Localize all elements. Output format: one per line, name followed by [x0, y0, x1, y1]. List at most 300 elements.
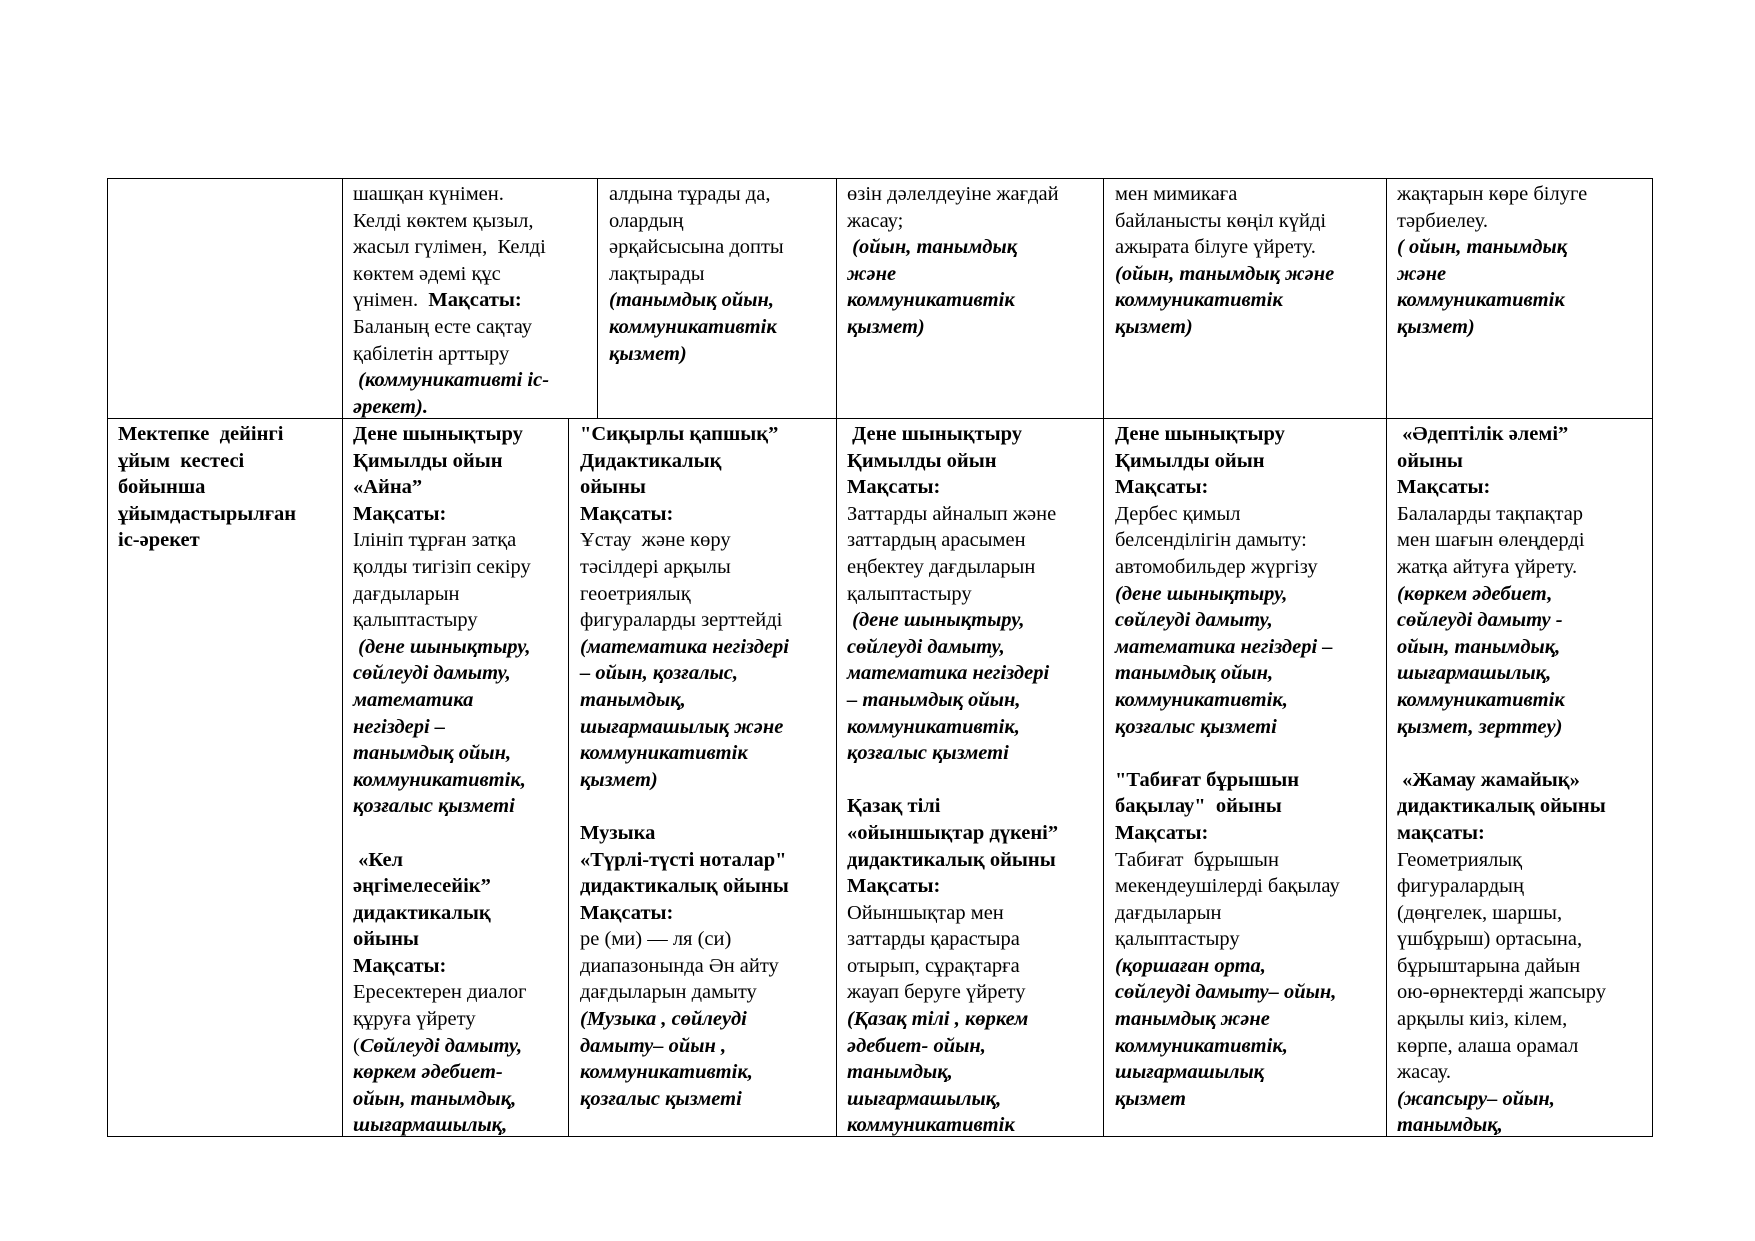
cell-text-line: [353, 926, 565, 953]
cell-text-segment: ұйым кестесі: [118, 449, 245, 472]
cell-text-segment: мен шағын өлеңдерді: [1397, 529, 1585, 552]
cell-text-line: [1115, 687, 1383, 714]
cell-text-line: [1397, 474, 1649, 501]
cell-text-line: [1397, 687, 1649, 714]
cell-text-segment: «Түрлі-түсті ноталар": [580, 848, 787, 871]
cell-text-segment: және: [1397, 262, 1447, 285]
cell-text-segment: көркем әдебиет-: [353, 1061, 503, 1084]
cell-text-segment: қалыптастыру: [847, 582, 972, 605]
cell-text-segment: «Әдептілік әлемі”: [1397, 423, 1569, 445]
cell-text-segment: (қоршаған орта,: [1115, 954, 1266, 977]
cell-text-line: [847, 607, 1101, 634]
cell-text-line: [847, 873, 1101, 900]
cell-text-segment: танымдық ойын,: [353, 742, 512, 765]
cell-text-segment: ойыны: [1397, 449, 1463, 472]
cell-text-line: [353, 900, 565, 927]
cell-text-segment: сөйлеуді дамыту,: [847, 635, 1005, 658]
table-cell-r1-c5: [1115, 181, 1383, 341]
cell-text-segment: белсенділігін дамыту:: [1115, 529, 1307, 552]
cell-text-segment: Баланың есте сақтау: [353, 315, 533, 338]
cell-text-segment: негіздері –: [353, 715, 446, 738]
cell-text-line: [1397, 634, 1649, 661]
cell-text-segment: Мақсаты:: [353, 954, 447, 977]
cell-text-line: [353, 261, 593, 288]
column-divider: [568, 418, 569, 1137]
cell-text-segment: және: [847, 262, 897, 285]
cell-text-line: [1397, 767, 1649, 794]
cell-text-line: [580, 607, 834, 634]
cell-text-line: [1397, 660, 1649, 687]
cell-text-line: [847, 740, 1101, 767]
cell-text-line: [847, 979, 1101, 1006]
cell-text-line: [1397, 1006, 1649, 1033]
cell-text-segment: шығармашылық: [1115, 1061, 1265, 1084]
cell-text-line: [1115, 873, 1383, 900]
cell-text-segment: коммуникативтік: [847, 1114, 1015, 1137]
cell-text-segment: дағдыларын дамыту: [580, 981, 757, 1004]
cell-text-segment: (: [353, 1034, 360, 1057]
cell-text-line: [1397, 793, 1649, 820]
cell-text-line: [1397, 554, 1649, 581]
cell-text-segment: ажырата білуге үйрету.: [1115, 236, 1316, 259]
cell-text-segment: қызмет: [1115, 1087, 1186, 1110]
cell-text-line: [1115, 1086, 1383, 1113]
cell-text-line: [353, 660, 565, 687]
cell-text-line: [847, 1086, 1101, 1113]
cell-text-segment: мен мимикаға: [1115, 183, 1238, 205]
cell-text-line: [1115, 793, 1383, 820]
cell-text-segment: қызмет): [1397, 315, 1475, 338]
cell-text-line: [580, 448, 834, 475]
cell-text-line: [1115, 607, 1383, 634]
cell-text-line: [847, 181, 1101, 208]
cell-text-line: [847, 527, 1101, 554]
cell-text-line: [1397, 581, 1649, 608]
cell-text-segment: жасыл гүлімен, Келді: [353, 236, 546, 259]
cell-text-segment: (жапсыру– ойын,: [1397, 1087, 1555, 1110]
cell-text-segment: Балаларды тақпақтар: [1397, 502, 1584, 525]
cell-text-line: [118, 448, 340, 475]
cell-text-segment: қабілетін арттыру: [353, 342, 510, 365]
cell-text-line: [580, 554, 834, 581]
cell-text-line: [609, 181, 834, 208]
cell-text-segment: шығармашылық және: [580, 715, 784, 738]
cell-text-segment: – танымдық ойын,: [847, 688, 1021, 711]
column-divider: [597, 178, 598, 419]
cell-text-segment: дамыту– ойын ,: [580, 1034, 727, 1057]
cell-text-line: [1397, 953, 1649, 980]
cell-text-segment: "Сиқырлы қапшық”: [580, 423, 779, 445]
cell-text-line: [353, 767, 565, 794]
table-cell-r2-c5: [1115, 421, 1383, 1112]
table-cell-r1-c2: [353, 181, 593, 420]
cell-text-line: [1397, 181, 1649, 208]
cell-text-segment: қозғалыс қызметі: [847, 742, 1009, 765]
cell-text-segment: (танымдық ойын,: [609, 289, 774, 312]
table-cell-r1-c4: [847, 181, 1101, 341]
cell-text-line: [1397, 1112, 1649, 1139]
cell-text-segment: ( ойын, танымдық: [1397, 236, 1568, 259]
cell-text-segment: «Айна”: [353, 476, 423, 499]
cell-text-segment: коммуникативтік: [1397, 688, 1565, 711]
cell-text-segment: жақтарын көре білуге: [1397, 183, 1588, 205]
cell-text-line: [847, 926, 1101, 953]
cell-text-segment: «Жамау жамайық»: [1397, 768, 1580, 791]
cell-text-line: [580, 873, 834, 900]
cell-text-segment: сөйлеуді дамыту,: [353, 662, 511, 685]
cell-text-segment: коммуникативтік,: [1115, 1034, 1288, 1057]
cell-text-line: [353, 607, 565, 634]
cell-text-segment: шығармашылық,: [1397, 662, 1552, 685]
cell-text-segment: шығармашылық,: [353, 1114, 508, 1137]
cell-text-line: [1115, 261, 1383, 288]
cell-text-line: [1115, 847, 1383, 874]
cell-text-line: [1115, 181, 1383, 208]
cell-text-segment: "Табиғат бұрышын: [1115, 768, 1300, 791]
cell-text-segment: танымдық,: [1397, 1114, 1503, 1137]
cell-text-segment: дағдыларын: [353, 582, 460, 605]
cell-text-line: [1115, 767, 1383, 794]
cell-text-segment: Дене шынықтыру: [1115, 423, 1285, 445]
table-cell-r2-c4: [847, 421, 1101, 1139]
cell-text-segment: Заттарды айналып және: [847, 502, 1057, 525]
cell-text-segment: (дене шынықтыру,: [847, 609, 1025, 632]
cell-text-segment: (ойын, танымдық және: [1115, 262, 1335, 285]
cell-text-line: [580, 847, 834, 874]
cell-text-line: [580, 740, 834, 767]
cell-text-segment: жасау;: [847, 209, 904, 232]
table-cell-r2-c6: [1397, 421, 1649, 1139]
cell-text-segment: Дербес қимыл: [1115, 502, 1241, 525]
cell-text-segment: қызмет): [1115, 315, 1193, 338]
cell-text-segment: математика негіздері: [847, 662, 1050, 685]
cell-text-segment: Сөйлеуді дамыту,: [359, 1034, 523, 1057]
cell-text-segment: тәсілдері арқылы: [580, 555, 731, 578]
cell-text-line: [353, 287, 593, 314]
cell-text-segment: үшбұрыш) ортасына,: [1397, 928, 1583, 951]
cell-text-segment: (математика негіздері: [580, 635, 789, 658]
cell-text-segment: Мақсаты:: [1115, 821, 1209, 844]
cell-text-line: [1115, 714, 1383, 741]
cell-text-segment: отырып, сұрақтарға: [847, 954, 1020, 977]
cell-text-segment: коммуникативтік,: [1115, 688, 1288, 711]
cell-text-line: [353, 367, 593, 394]
cell-text-line: [1397, 820, 1649, 847]
cell-text-line: [609, 261, 834, 288]
cell-text-line: [847, 287, 1101, 314]
cell-text-segment: Мақсаты:: [1397, 476, 1491, 499]
cell-text-line: [353, 234, 593, 261]
cell-text-segment: (коммуникативті іс-: [353, 369, 550, 392]
cell-text-line: [1397, 261, 1649, 288]
cell-text-segment: Мақсаты:: [1115, 476, 1209, 499]
cell-text-line: [353, 448, 565, 475]
cell-text-line: [353, 873, 565, 900]
cell-text-line: [580, 660, 834, 687]
cell-text-segment: сөйлеуді дамыту– ойын,: [1115, 981, 1337, 1004]
cell-text-segment: ұйымдастырылған: [118, 502, 297, 525]
cell-text-line: [580, 1006, 834, 1033]
cell-text-segment: Мақсаты:: [580, 502, 674, 525]
cell-text-line: [847, 581, 1101, 608]
cell-text-segment: Мақсаты:: [847, 875, 941, 898]
cell-text-segment: олардың: [609, 209, 684, 232]
cell-text-line: [1115, 314, 1383, 341]
cell-text-segment: дидактикалық ойыны: [580, 875, 789, 898]
cell-text-segment: Мақсаты:: [847, 476, 941, 499]
cell-text-segment: коммуникативтік: [609, 315, 777, 338]
cell-text-line: [1397, 873, 1649, 900]
cell-text-segment: фигуралардың: [1397, 875, 1524, 898]
column-divider: [342, 178, 343, 1137]
column-divider: [836, 178, 837, 1137]
cell-text-line: [1397, 501, 1649, 528]
cell-text-line: [353, 208, 593, 235]
cell-text-line: [1115, 953, 1383, 980]
cell-text-segment: (ойын, танымдық: [847, 236, 1018, 259]
cell-text-line: [1115, 474, 1383, 501]
cell-text-line: [847, 474, 1101, 501]
cell-text-segment: ойын, танымдық,: [353, 1087, 517, 1110]
cell-text-line: [118, 501, 340, 528]
cell-text-line: [609, 208, 834, 235]
cell-text-segment: қызмет): [609, 342, 687, 365]
cell-text-segment: Мақсаты:: [580, 901, 674, 924]
cell-text-segment: өзін дәлелдеуіне жағдай: [847, 183, 1059, 205]
cell-text-line: [353, 634, 565, 661]
cell-text-line: [353, 953, 565, 980]
cell-text-line: [580, 687, 834, 714]
cell-text-segment: үнімен.: [353, 289, 429, 312]
cell-text-line: [353, 474, 565, 501]
cell-text-line: [353, 847, 565, 874]
cell-text-line: [353, 314, 593, 341]
cell-text-line: [847, 847, 1101, 874]
cell-text-line: [1115, 1033, 1383, 1060]
cell-text-segment: бақылау" ойыны: [1115, 795, 1282, 818]
cell-text-segment: сөйлеуді дамыту,: [1115, 609, 1273, 632]
cell-text-segment: қызмет): [580, 768, 658, 791]
cell-text-line: [1115, 421, 1383, 448]
cell-text-line: [1397, 287, 1649, 314]
cell-text-segment: (дене шынықтыру,: [1115, 582, 1288, 605]
cell-text-segment: Музыка: [580, 821, 656, 844]
cell-text-line: [580, 421, 834, 448]
cell-text-line: [353, 581, 565, 608]
cell-text-segment: сөйлеуді дамыту -: [1397, 609, 1563, 632]
cell-text-segment: Қимылды ойын: [1115, 449, 1265, 472]
cell-text-segment: (Қазақ тілі , көркем: [847, 1008, 1029, 1031]
table-left-border: [107, 178, 108, 1137]
cell-text-line: [847, 767, 1101, 794]
cell-text-line: [353, 1112, 565, 1139]
cell-text-line: [580, 900, 834, 927]
cell-text-line: [1115, 287, 1383, 314]
cell-text-line: [847, 314, 1101, 341]
cell-text-line: [118, 474, 340, 501]
cell-text-line: [1397, 607, 1649, 634]
cell-text-segment: қалыптастыру: [353, 609, 478, 632]
cell-text-line: [1397, 740, 1649, 767]
cell-text-line: [118, 421, 340, 448]
cell-text-segment: әңгімелесейік”: [353, 875, 491, 898]
cell-text-segment: қалыптастыру: [1115, 928, 1240, 951]
cell-text-line: [1397, 847, 1649, 874]
cell-text-line: [847, 421, 1101, 448]
cell-text-line: [1397, 448, 1649, 475]
cell-text-line: [1397, 714, 1649, 741]
cell-text-line: [580, 1059, 834, 1086]
cell-text-line: [847, 208, 1101, 235]
cell-text-segment: көрпе, алаша орамал: [1397, 1034, 1579, 1057]
cell-text-line: [1115, 660, 1383, 687]
cell-text-segment: диапазонында Ән айту: [580, 954, 779, 977]
cell-text-line: [580, 953, 834, 980]
cell-text-segment: Мақсаты:: [353, 502, 447, 525]
cell-text-line: [353, 421, 565, 448]
cell-text-segment: коммуникативтік: [1115, 289, 1283, 312]
cell-text-line: [1115, 740, 1383, 767]
cell-text-segment: Қимылды ойын: [847, 449, 997, 472]
cell-text-segment: Дене шынықтыру: [847, 423, 1023, 445]
cell-text-segment: коммуникативтік,: [353, 768, 526, 791]
cell-text-line: [847, 900, 1101, 927]
cell-text-line: [1397, 314, 1649, 341]
cell-text-line: [1397, 208, 1649, 235]
cell-text-line: [353, 979, 565, 1006]
table-top-border: [107, 178, 1653, 179]
cell-text-segment: ою-өрнектерді жапсыру: [1397, 981, 1607, 1004]
cell-text-line: [580, 793, 834, 820]
cell-text-line: [847, 634, 1101, 661]
cell-text-line: [1397, 1086, 1649, 1113]
cell-text-segment: бұрыштарына дайын: [1397, 954, 1581, 977]
cell-text-segment: «Кел: [353, 848, 404, 871]
column-divider: [1103, 178, 1104, 1137]
cell-text-segment: шығармашылық,: [847, 1087, 1002, 1110]
cell-text-line: [609, 341, 834, 368]
cell-text-segment: Дене шынықтыру: [353, 423, 523, 445]
cell-text-segment: ойыны: [353, 928, 419, 951]
cell-text-line: [353, 820, 565, 847]
cell-text-line: [1397, 1033, 1649, 1060]
table-cell-r2-c2: [353, 421, 565, 1139]
cell-text-line: [1397, 1059, 1649, 1086]
cell-text-line: [353, 1006, 565, 1033]
cell-text-segment: мекендеушілерді бақылау: [1115, 875, 1340, 898]
cell-text-segment: жатқа айтуға үйрету.: [1397, 555, 1578, 578]
cell-text-segment: қозғалыс қызметі: [353, 795, 515, 818]
cell-text-segment: танымдық,: [580, 688, 686, 711]
cell-text-segment: математика негіздері –: [1115, 635, 1333, 658]
cell-text-line: [1397, 234, 1649, 261]
cell-text-line: [1397, 900, 1649, 927]
cell-text-segment: көктем әдемі құс: [353, 262, 501, 285]
table-cell-r1-c6: [1397, 181, 1649, 341]
cell-text-line: [580, 1086, 834, 1113]
cell-text-line: [580, 634, 834, 661]
cell-text-line: [1397, 926, 1649, 953]
cell-text-segment: танымдық,: [847, 1061, 953, 1084]
cell-text-segment: жауап беруге үйрету: [847, 981, 1026, 1004]
cell-text-line: [847, 1033, 1101, 1060]
cell-text-line: [847, 1112, 1101, 1139]
cell-text-line: [353, 793, 565, 820]
cell-text-segment: Дидактикалық: [580, 449, 722, 472]
cell-text-line: [1115, 900, 1383, 927]
cell-text-segment: қозғалыс қызметі: [580, 1087, 742, 1110]
cell-text-segment: құруға үйрету: [353, 1008, 476, 1031]
cell-text-segment: математика: [353, 688, 474, 711]
cell-text-line: [609, 287, 834, 314]
cell-text-segment: коммуникативтік,: [847, 715, 1020, 738]
cell-text-line: [1115, 234, 1383, 261]
cell-text-line: [1115, 634, 1383, 661]
cell-text-line: [353, 714, 565, 741]
cell-text-segment: дидактикалық ойыны: [1397, 795, 1606, 818]
cell-text-line: [353, 1033, 565, 1060]
cell-text-segment: – ойын, қозғалыс,: [580, 662, 739, 685]
cell-text-segment: коммуникативтік: [847, 289, 1015, 312]
cell-text-segment: Ересектерен диалог: [353, 981, 527, 1004]
cell-text-segment: байланысты көңіл күйді: [1115, 209, 1327, 232]
cell-text-line: [353, 554, 565, 581]
cell-text-segment: танымдық және: [1115, 1008, 1270, 1031]
cell-text-segment: тәрбиелеу.: [1397, 209, 1488, 232]
cell-text-line: [1397, 527, 1649, 554]
cell-text-segment: Ойыншықтар мен: [847, 901, 1004, 924]
cell-text-line: [1397, 979, 1649, 1006]
cell-text-line: [580, 1033, 834, 1060]
cell-text-segment: дидактикалық ойыны: [847, 848, 1056, 871]
cell-text-segment: (дене шынықтыру,: [353, 635, 531, 658]
cell-text-line: [609, 314, 834, 341]
cell-text-line: [580, 501, 834, 528]
cell-text-segment: Геометриялық: [1397, 848, 1523, 871]
cell-text-line: [1397, 421, 1649, 448]
cell-text-segment: бойынша: [118, 476, 206, 499]
cell-text-line: [580, 820, 834, 847]
cell-text-line: [353, 687, 565, 714]
cell-text-segment: заттарды қарастыра: [847, 928, 1020, 951]
cell-text-segment: ойын, танымдық,: [1397, 635, 1561, 658]
cell-text-segment: Мектепке дейінгі: [118, 423, 284, 445]
cell-text-line: [580, 767, 834, 794]
cell-text-line: [353, 501, 565, 528]
cell-text-segment: лақтырады: [609, 262, 705, 285]
table-row-divider: [107, 418, 1653, 419]
cell-text-segment: геоетриялық: [580, 582, 691, 605]
cell-text-segment: әдебиет- ойын,: [847, 1034, 986, 1057]
cell-text-segment: автомобильдер жүргізу: [1115, 555, 1318, 578]
cell-text-line: [1115, 820, 1383, 847]
column-divider: [1386, 178, 1387, 1137]
cell-text-line: [1115, 208, 1383, 235]
cell-text-segment: Қазақ тілі: [847, 795, 941, 818]
cell-text-line: [118, 527, 340, 554]
cell-text-segment: әрекет).: [353, 395, 428, 418]
cell-text-line: [1115, 527, 1383, 554]
cell-text-segment: мақсаты:: [1397, 821, 1485, 844]
cell-text-line: [580, 527, 834, 554]
cell-text-segment: коммуникативтік: [580, 742, 748, 765]
cell-text-segment: еңбектеу дағдыларын: [847, 555, 1036, 578]
cell-text-line: [847, 687, 1101, 714]
cell-text-segment: алдына тұрады да,: [609, 183, 771, 205]
cell-text-line: [1115, 926, 1383, 953]
cell-text-segment: ойыны: [580, 476, 646, 499]
cell-text-segment: қызмет): [847, 315, 925, 338]
